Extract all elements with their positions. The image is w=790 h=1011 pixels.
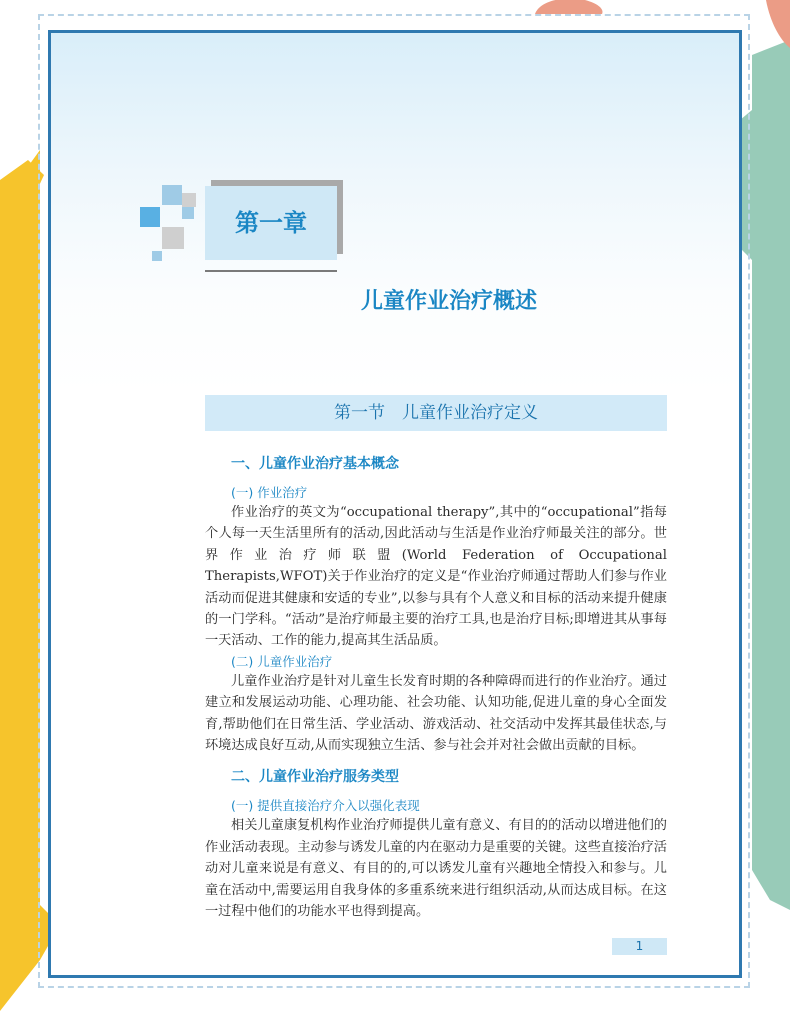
- paragraph-direct-intervention: 相关儿童康复机构作业治疗师提供儿童有意义、有目的的活动以增进他们的作业活动表现。主动参与诱发儿童的内在驱动力是重要的关键。这些直接治疗活动对儿童来说是有意义、有目的的,可以诱发儿童有兴趣地全情投入和参与。儿童在活动中,需要运用自我身体的多重系统来进行组织活动,从而达成目标。在这一过程中他们的功能水平也得到提高。: [205, 818, 667, 920]
- chapter-label: 第一章: [235, 209, 307, 237]
- chapter-divider: [205, 270, 337, 272]
- green-paint-stroke: [752, 40, 790, 910]
- subheading-occupational-therapy: (一) 作业治疗: [231, 485, 308, 500]
- paragraph-pediatric-ot: 儿童作业治疗是针对儿童生长发育时期的各种障碍而进行的作业治疗。通过建立和发展运动功能、心理功能、社会功能、认知功能,促进儿童的身心全面发育,帮助他们在日常生活、学业活动、游戏活动、社交活动中发挥其最佳状态,与环境达成良好互动,从而实现独立生活、参与社会并对社会做出贡献的目标。: [205, 673, 667, 754]
- coral-paint-blob: [535, 0, 602, 14]
- coral-paint-right: [766, 0, 790, 48]
- body-content: [205, 453, 667, 923]
- chapter-title: 儿童作业治疗概述: [360, 289, 537, 314]
- page-number: 1: [612, 938, 667, 955]
- paragraph-occupational-therapy: 作业治疗的英文为“occupational therapy”,其中的“occupational”指每个人每一天生活里所有的活动,因此活动与生活是作业治疗师最关注的部分。世界作业治疗师联盟(World Federation of Occupational Therapists,WFOT)关于作业治疗的定义是“作业治疗师通过帮助人们参与作业活动而促进其健康和安适的专业”,以参与具有个人意义和目标的活动来提升健康的一门学科。“活动”是治疗师最主要的治疗工具,也是治疗目标;即增进其从事每一天活动、工作的能力,提高其生活品质。: [205, 505, 667, 649]
- section-title: 第一节 儿童作业治疗定义: [205, 395, 667, 431]
- decorative-squares: [140, 185, 200, 265]
- heading-part1: 一、儿童作业治疗基本概念: [231, 456, 399, 472]
- subheading-pediatric-ot: (二) 儿童作业治疗: [231, 653, 333, 669]
- subheading-direct-intervention: (一) 提供直接治疗介入以强化表现: [231, 798, 420, 814]
- heading-part2: 二、儿童作业治疗服务类型: [231, 769, 399, 786]
